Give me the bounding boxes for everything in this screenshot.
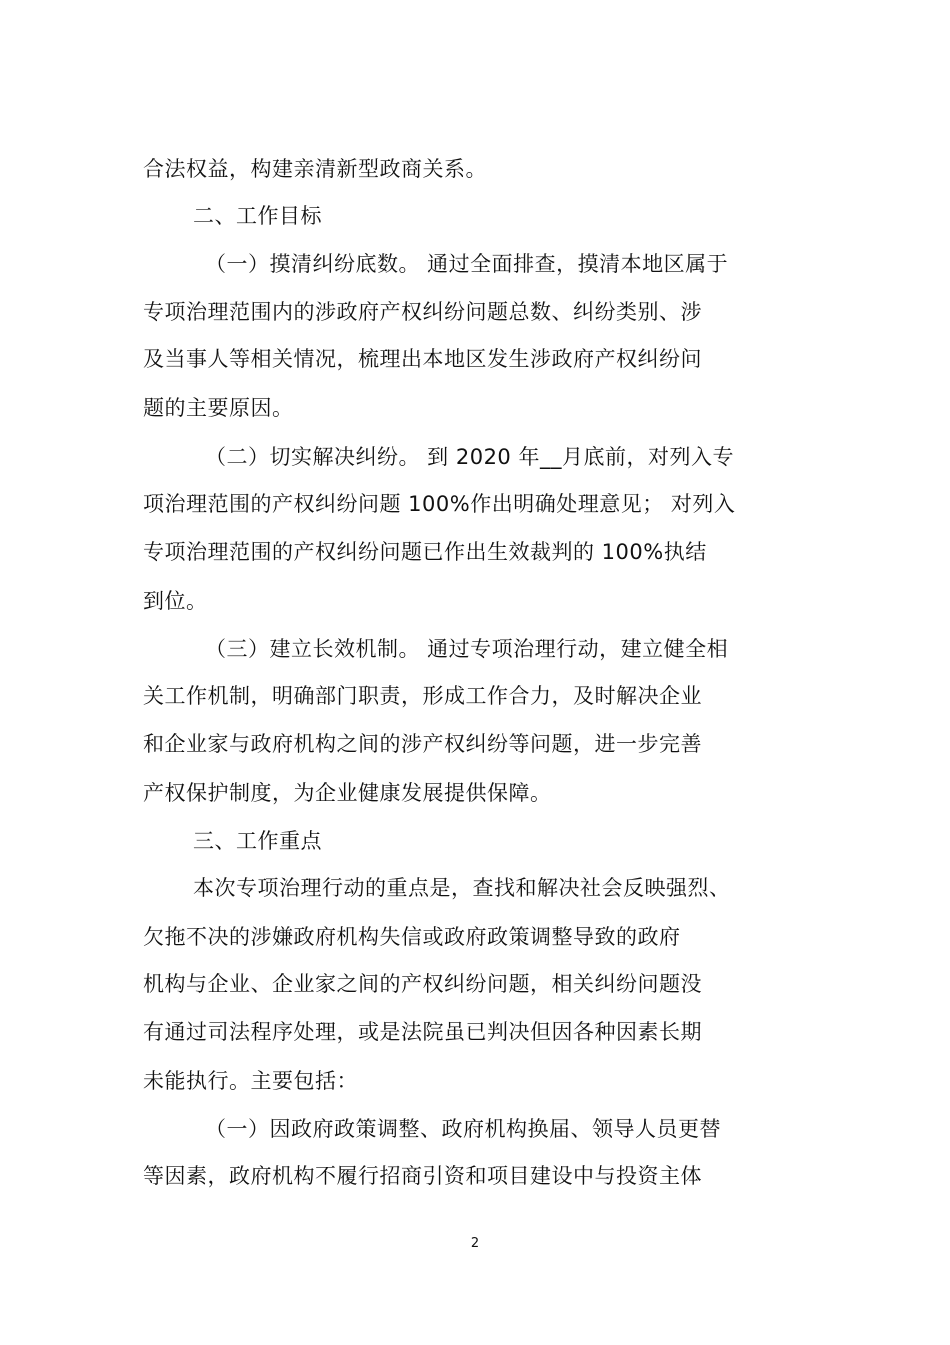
text-line: 专项治理范围内的涉政府产权纠纷问题总数、纠纷类别、涉 bbox=[143, 300, 702, 324]
text-line: 未能执行。主要包括： bbox=[143, 1069, 358, 1093]
text-line: 题的主要原因。 bbox=[143, 396, 294, 420]
text-line: （二）切实解决纠纷。 到 2020 年__月底前，对列入专 bbox=[205, 445, 734, 469]
text-line: 和企业家与政府机构之间的涉产权纠纷等问题，进一步完善 bbox=[143, 732, 702, 756]
section-heading-goals: 二、工作目标 bbox=[193, 204, 322, 228]
text-line: 项治理范围的产权纠纷问题 100%作出明确处理意见； 对列入 bbox=[143, 492, 736, 516]
text-line: （三）建立长效机制。 通过专项治理行动，建立健全相 bbox=[205, 637, 729, 661]
text-line: （一）摸清纠纷底数。 通过全面排查，摸清本地区属于 bbox=[205, 252, 729, 276]
text-line: 关工作机制，明确部门职责，形成工作合力，及时解决企业 bbox=[143, 684, 702, 708]
text-line: 合法权益，构建亲清新型政商关系。 bbox=[143, 157, 487, 181]
text-line: （一）因政府政策调整、政府机构换届、领导人员更替 bbox=[205, 1117, 721, 1141]
section-heading-focus: 三、工作重点 bbox=[193, 829, 322, 853]
text-line: 有通过司法程序处理，或是法院虽已判决但因各种因素长期 bbox=[143, 1020, 702, 1044]
text-line: 产权保护制度，为企业健康发展提供保障。 bbox=[143, 781, 552, 805]
text-line: 专项治理范围的产权纠纷问题已作出生效裁判的 100%执结 bbox=[143, 540, 707, 564]
text-line: 到位。 bbox=[143, 589, 208, 613]
text-line: 本次专项治理行动的重点是，查找和解决社会反映强烈、 bbox=[193, 876, 731, 900]
text-line: 机构与企业、企业家之间的产权纠纷问题，相关纠纷问题没 bbox=[143, 972, 702, 996]
text-line: 等因素，政府机构不履行招商引资和项目建设中与投资主体 bbox=[143, 1164, 702, 1188]
text-line: 及当事人等相关情况，梳理出本地区发生涉政府产权纠纷问 bbox=[143, 347, 702, 371]
text-line: 欠拖不决的涉嫌政府机构失信或政府政策调整导致的政府 bbox=[143, 925, 681, 949]
page-number: 2 bbox=[470, 1236, 480, 1251]
